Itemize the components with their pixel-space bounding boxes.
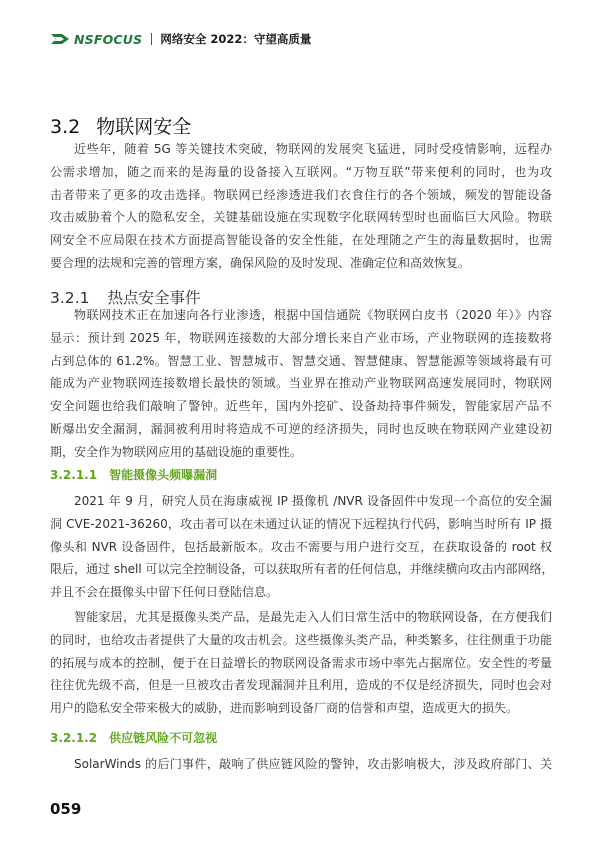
- topic-number: 3.2.1.1: [50, 468, 98, 482]
- text-line: 安全问题也给我们敲响了警钟。近些年，国内外挖矿、设备劫持事件频发，智能家居产品不: [50, 399, 552, 414]
- topic1-paragraph-1: [50, 490, 552, 604]
- text-line: 洞 CVE-2021-36260，攻击者可以在未通过认证的情况下远程执行代码，影响当时所有 IP 摄: [50, 516, 552, 531]
- text-line: 攻击威胁着个人的隐私安全，关键基础设施在实现数字化联网转型时也面临巨大风险。物联: [50, 210, 552, 225]
- page-header: [50, 29, 311, 49]
- text-line: 并且不会在摄像头中留下任何日登陆信息。: [50, 585, 279, 600]
- text-line: 2021 年 9 月，研究人员在海康威视 IP 摄像机 /NVR 设备固件中发现一个高位的安全漏: [74, 494, 552, 508]
- topic-title: 智能摄像头频曝漏洞: [109, 468, 218, 482]
- text-line: 公需求增加，随之而来的是海量的设备接入互联网。“万物互联”带来便利的同时，也为攻: [50, 164, 552, 179]
- text-line: 要合理的法规和完善的管理方案，确保风险的及时发现、准确定位和高效恢复。: [50, 255, 471, 270]
- topic-heading: [50, 729, 217, 746]
- header-title: 网络安全 2022：守望高质量: [160, 32, 312, 46]
- text-line: 能成为产业物联网连接数增长最快的领域。当业界在推动产业物联网高速发展同时，物联网: [50, 376, 552, 391]
- nsfocus-logo-icon: [50, 31, 70, 47]
- subsection-title: 热点安全事件: [107, 289, 201, 307]
- text-line: 期，安全作为物联网应用的基础设施的重要性。: [50, 444, 303, 459]
- text-line: 占到总体的 61.2%。智慧工业、智慧城市、智慧交通、智慧健康、智慧能源等领域将最有可: [50, 353, 552, 368]
- text-line: 断爆出安全漏洞，漏洞被利用时将造成不可逆的经济损失，同时也反映在物联网产业建设初: [50, 421, 552, 436]
- topic-title: 供应链风险不可忽视: [109, 731, 218, 745]
- text-line: 网安全不应局限在技术方面提高智能设备的安全性能，在处理随之产生的海量数据时，也需: [50, 233, 552, 248]
- text-line: 用户的隐私安全带来极大的威胁，进而影响到设备厂商的信誉和声望，造成更大的损失。: [50, 701, 519, 716]
- text-line: 的拓展与成本的控制，便于在日益增长的物联网设备需求市场中率先占据席位。安全性的考量: [50, 655, 552, 670]
- text-line: 近些年，随着 5G 等关键技术突破，物联网的发展突飞猛进，同时受疫情影响，远程办: [74, 142, 552, 156]
- text-line: 智能家居，尤其是摄像头类产品，是最先走入人们日常生活中的物联网设备，在方便我们: [74, 610, 552, 624]
- text-line: 像头和 NVR 设备固件，包括最新版本。攻击不需要与用户进行交互，在获取设备的 root 权: [50, 539, 552, 554]
- section-heading: [50, 112, 191, 139]
- text-line: 限后，通过 shell 可以完全控制设备，可以获取所有者的任何信息，并继续横向攻击内部网络，: [50, 562, 554, 577]
- text-line: 物联网技术正在加速向各行业渗透，根据中国信通院《物联网白皮书（2020 年）》内容: [74, 308, 552, 322]
- text-line: SolarWinds 的后门事件，敲响了供应链风险的警钟，攻击影响极大，涉及政府部门、关: [74, 757, 552, 771]
- text-line: 往往优先级不高，但是一旦被攻击者发现漏洞并且利用，造成的不仅是经济损失，同时也会对: [50, 678, 552, 693]
- topic2-paragraph: [50, 753, 552, 776]
- text-line: 的同时，也给攻击者提供了大量的攻击机会。这些摄像头类产品，种类繁多，往往侧重于功能: [50, 632, 552, 647]
- header-divider: [151, 33, 152, 45]
- topic1-paragraph-2: [50, 606, 552, 720]
- section-title: 物联网安全: [96, 116, 192, 138]
- intro-paragraph: [50, 138, 552, 275]
- logo-text: NSFOCUS: [74, 31, 143, 47]
- subsection-number: 3.2.1: [50, 289, 90, 307]
- page-number: 059: [50, 800, 82, 818]
- topic-heading: [50, 466, 217, 483]
- text-line: 显示：预计到 2025 年，物联网连接数的大部分增长来自产业市场，产业物联网的连接数将: [50, 330, 552, 345]
- topic-number: 3.2.1.2: [50, 731, 98, 745]
- section-number: 3.2: [50, 116, 81, 138]
- text-line: 击者带来了更多的攻击选择。物联网已经渗透进我们衣食住行的各个领域，频发的智能设备: [50, 187, 552, 202]
- subsection-paragraph: [50, 304, 552, 464]
